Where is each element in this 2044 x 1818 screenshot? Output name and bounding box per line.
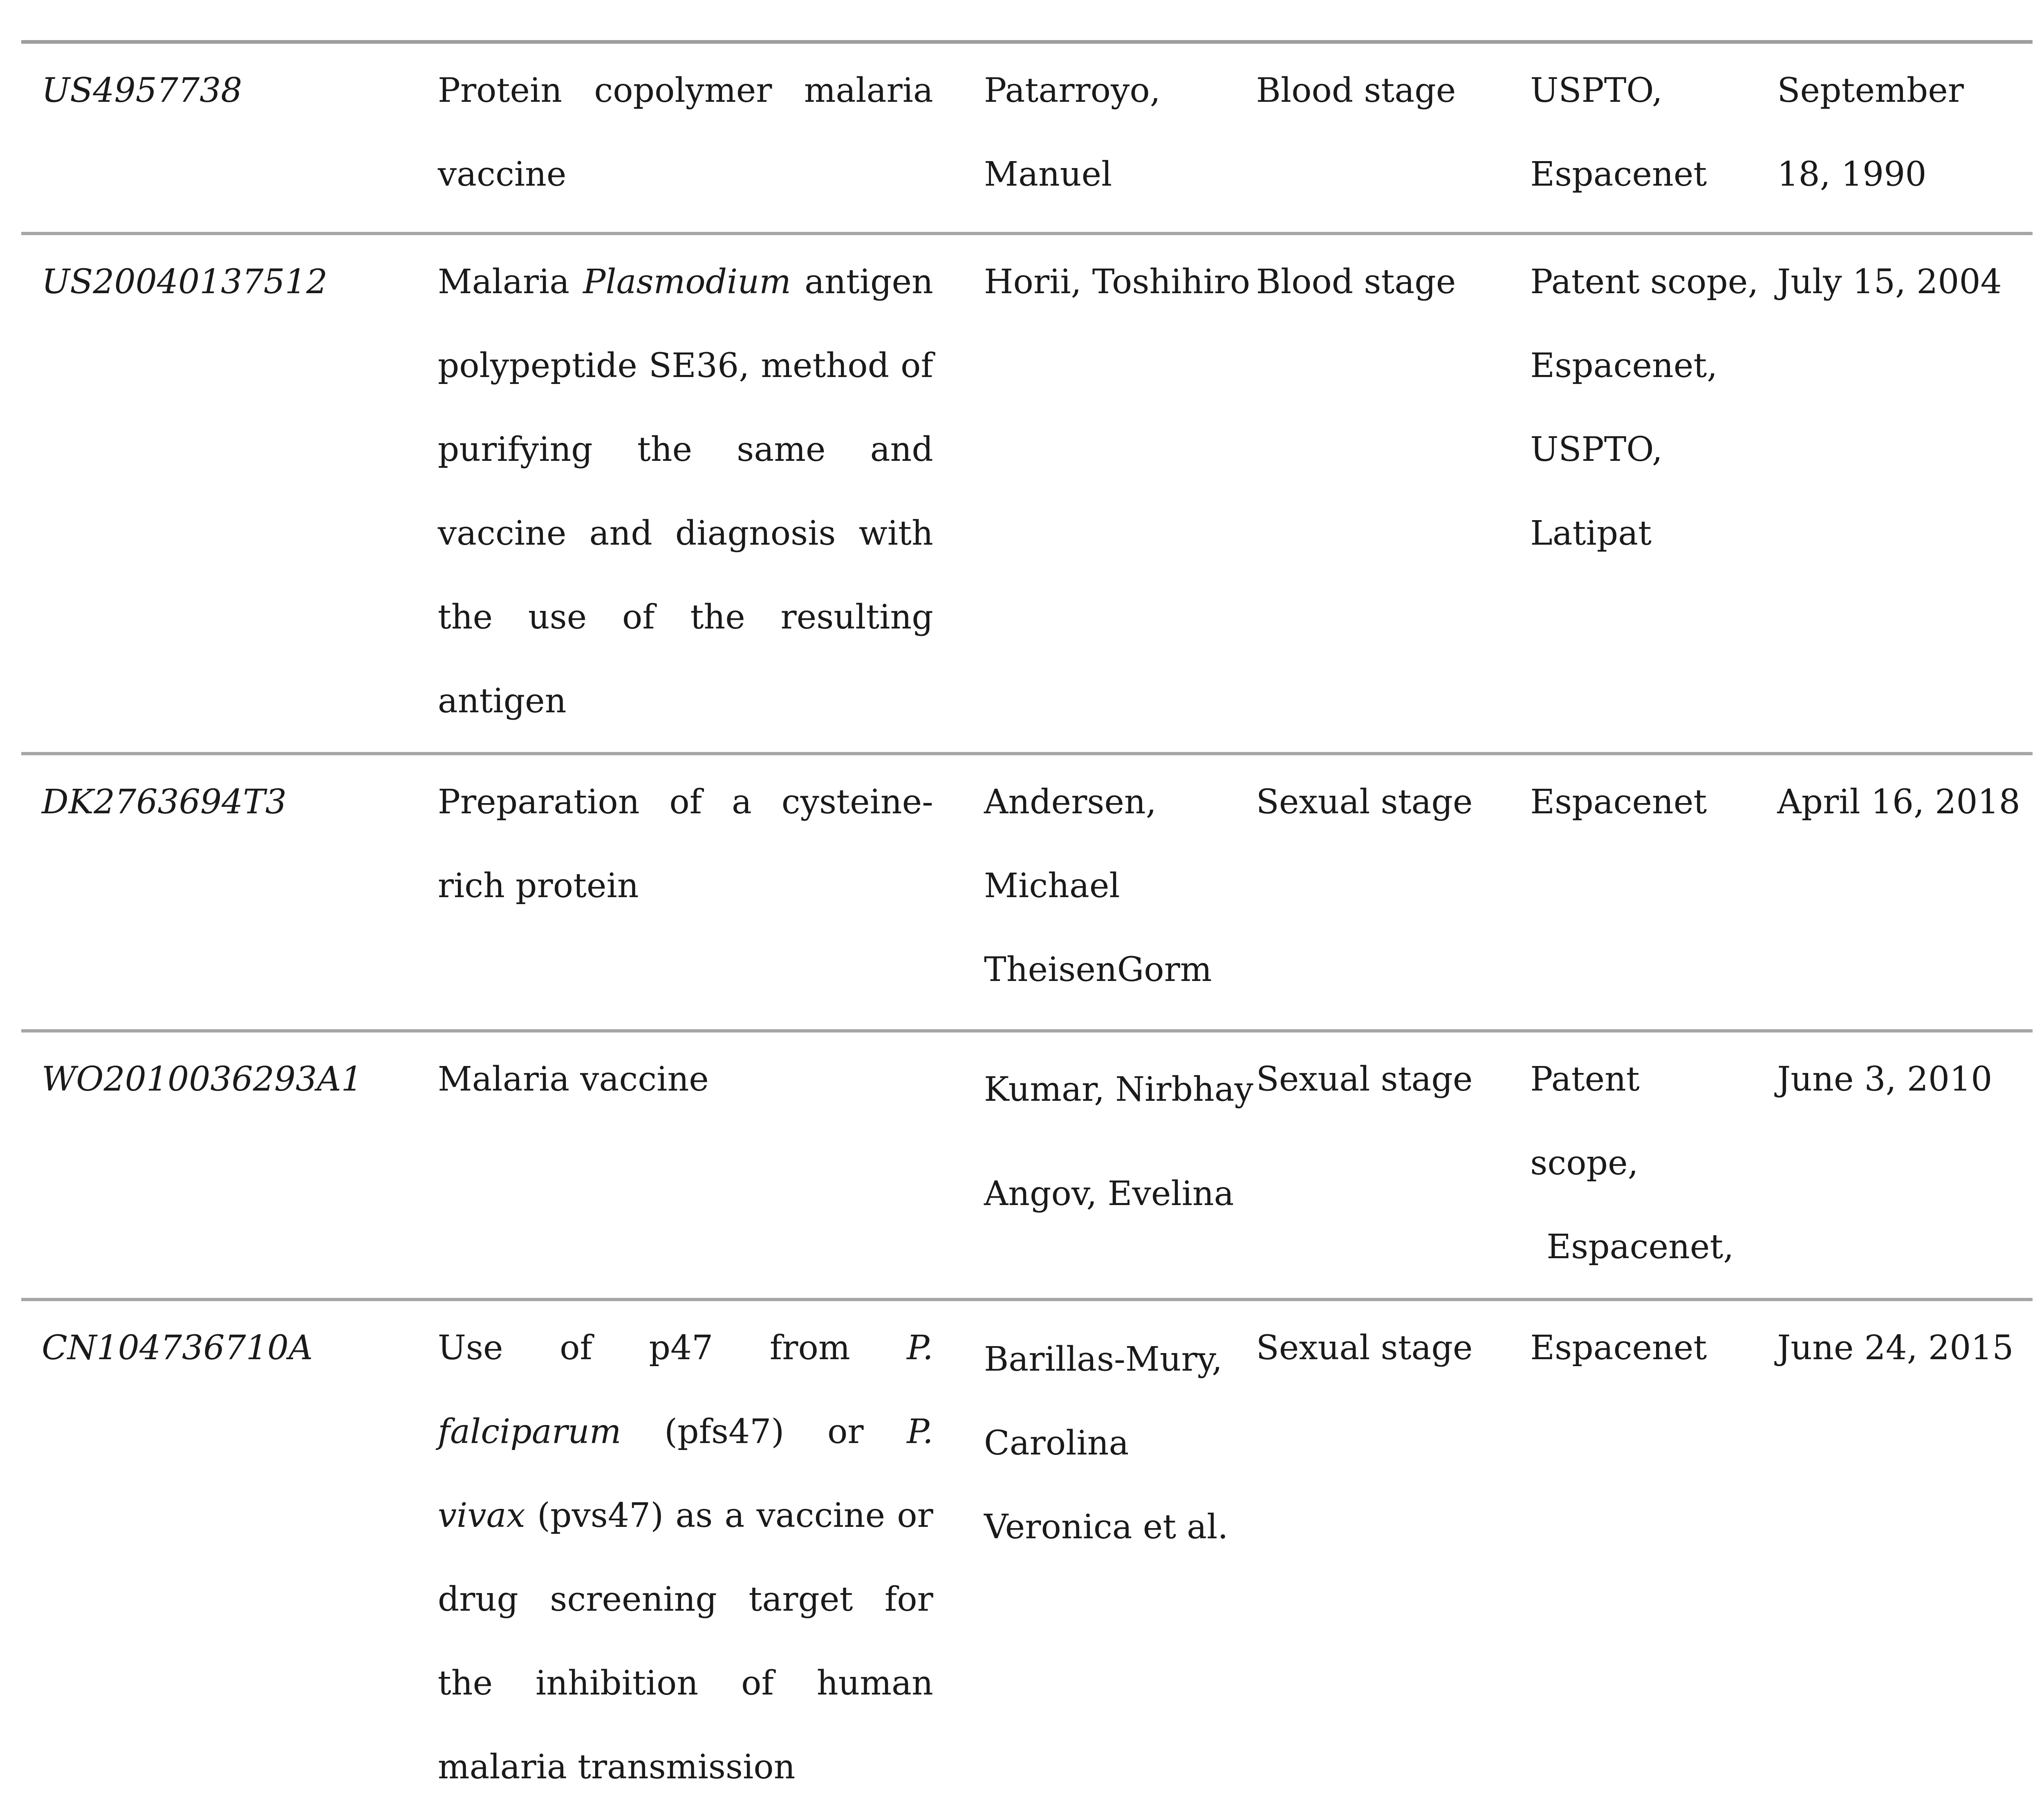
patent-number: US20040137512 <box>42 262 328 301</box>
database-line: Patent scope, <box>1530 262 1759 301</box>
database-line: Espacenet, <box>1530 346 1718 385</box>
date-text: September 18, 1990 <box>1777 71 1964 194</box>
date-text: June 3, 2010 <box>1777 1059 1992 1099</box>
database-line: Espacenet <box>1530 155 1707 194</box>
stage-text: Sexual stage <box>1256 1328 1473 1367</box>
patent-title-cell <box>438 1031 984 1300</box>
date-cell <box>1777 754 2033 1031</box>
patent-title: Malaria Plasmodium antigen polypeptide SE36, method of purifying the same and vaccine and diagnosis with the use of the resulting antigen <box>437 262 933 720</box>
stage-text: Sexual stage <box>1256 1059 1473 1099</box>
patent-number: CN104736710A <box>42 1328 313 1367</box>
date-text: June 24, 2015 <box>1777 1328 2014 1367</box>
database-cell <box>1530 1031 1777 1300</box>
database-line: Espacenet, <box>1546 1227 1734 1266</box>
inventor-line: Patarroyo, <box>984 71 1161 110</box>
inventor-line: Andersen, <box>984 782 1156 821</box>
database-cell <box>1530 1300 1777 1818</box>
date-cell <box>1777 233 2033 754</box>
table-row <box>21 1300 2033 1818</box>
database-line: Patent <box>1530 1059 1640 1099</box>
stage-cell <box>1256 754 1531 1031</box>
patent-number-cell <box>21 42 438 233</box>
stage-cell <box>1256 42 1531 233</box>
stage-text: Blood stage <box>1256 71 1456 110</box>
patent-title-cell <box>438 42 984 233</box>
inventor-line: Veronica et al. <box>984 1507 1228 1546</box>
database-line: USPTO, <box>1530 430 1663 469</box>
patent-title: Use of p47 from P. falciparum (pfs47) or P. vivax (pvs47) as a vaccine or drug screening target for the inhibition of human malaria transmission <box>437 1328 933 1787</box>
patent-number-cell <box>21 1300 438 1818</box>
patent-number-cell <box>21 233 438 754</box>
database-line: USPTO, <box>1530 71 1663 110</box>
inventor-line: Manuel <box>984 155 1112 194</box>
patent-number: DK2763694T3 <box>42 782 287 821</box>
inventor-line: Angov, Evelina <box>984 1174 1234 1213</box>
inventor-line: Kumar, Nirbhay <box>984 1070 1253 1109</box>
database-cell <box>1530 42 1777 233</box>
database-line: Espacenet <box>1530 782 1707 821</box>
patent-title: Malaria vaccine <box>437 1059 709 1099</box>
stage-cell <box>1256 1031 1531 1300</box>
patent-title-cell <box>438 233 984 754</box>
inventor-line: Carolina <box>984 1423 1129 1463</box>
database-cell <box>1530 233 1777 754</box>
inventor-cell <box>984 1031 1256 1300</box>
inventor-line: Horii, Toshihiro <box>984 262 1251 301</box>
date-cell <box>1777 1031 2033 1300</box>
table-row <box>21 754 2033 1031</box>
stage-text: Sexual stage <box>1256 782 1473 821</box>
database-line: scope, <box>1530 1143 1638 1183</box>
table-row <box>21 233 2033 754</box>
table-row <box>21 42 2033 233</box>
database-line: Latipat <box>1530 514 1652 553</box>
inventor-cell <box>984 754 1256 1031</box>
date-cell <box>1777 42 2033 233</box>
stage-text: Blood stage <box>1256 262 1456 301</box>
inventor-cell <box>984 42 1256 233</box>
database-line: Espacenet <box>1530 1328 1707 1367</box>
patent-number-cell <box>21 1031 438 1300</box>
patent-title-cell <box>438 754 984 1031</box>
patent-title: Protein copolymer malaria vaccine <box>437 71 933 194</box>
inventor-line: Barillas-Mury, <box>984 1340 1223 1379</box>
inventor-cell <box>984 1300 1256 1818</box>
database-cell <box>1530 754 1777 1031</box>
date-text: July 15, 2004 <box>1777 262 2002 301</box>
inventor-line: Michael <box>984 866 1120 905</box>
patent-number: WO2010036293A1 <box>42 1059 363 1099</box>
stage-cell <box>1256 233 1531 754</box>
inventor-cell <box>984 233 1256 754</box>
table-row <box>21 1031 2033 1300</box>
patent-title: Preparation of a cysteine-rich protein <box>437 782 933 905</box>
patent-number: US4957738 <box>42 71 242 110</box>
patent-number-cell <box>21 754 438 1031</box>
patent-table <box>21 40 2033 1818</box>
date-cell <box>1777 1300 2033 1818</box>
date-text: April 16, 2018 <box>1777 782 2020 821</box>
stage-cell <box>1256 1300 1531 1818</box>
inventor-line: TheisenGorm <box>984 950 1212 989</box>
patent-title-cell <box>438 1300 984 1818</box>
